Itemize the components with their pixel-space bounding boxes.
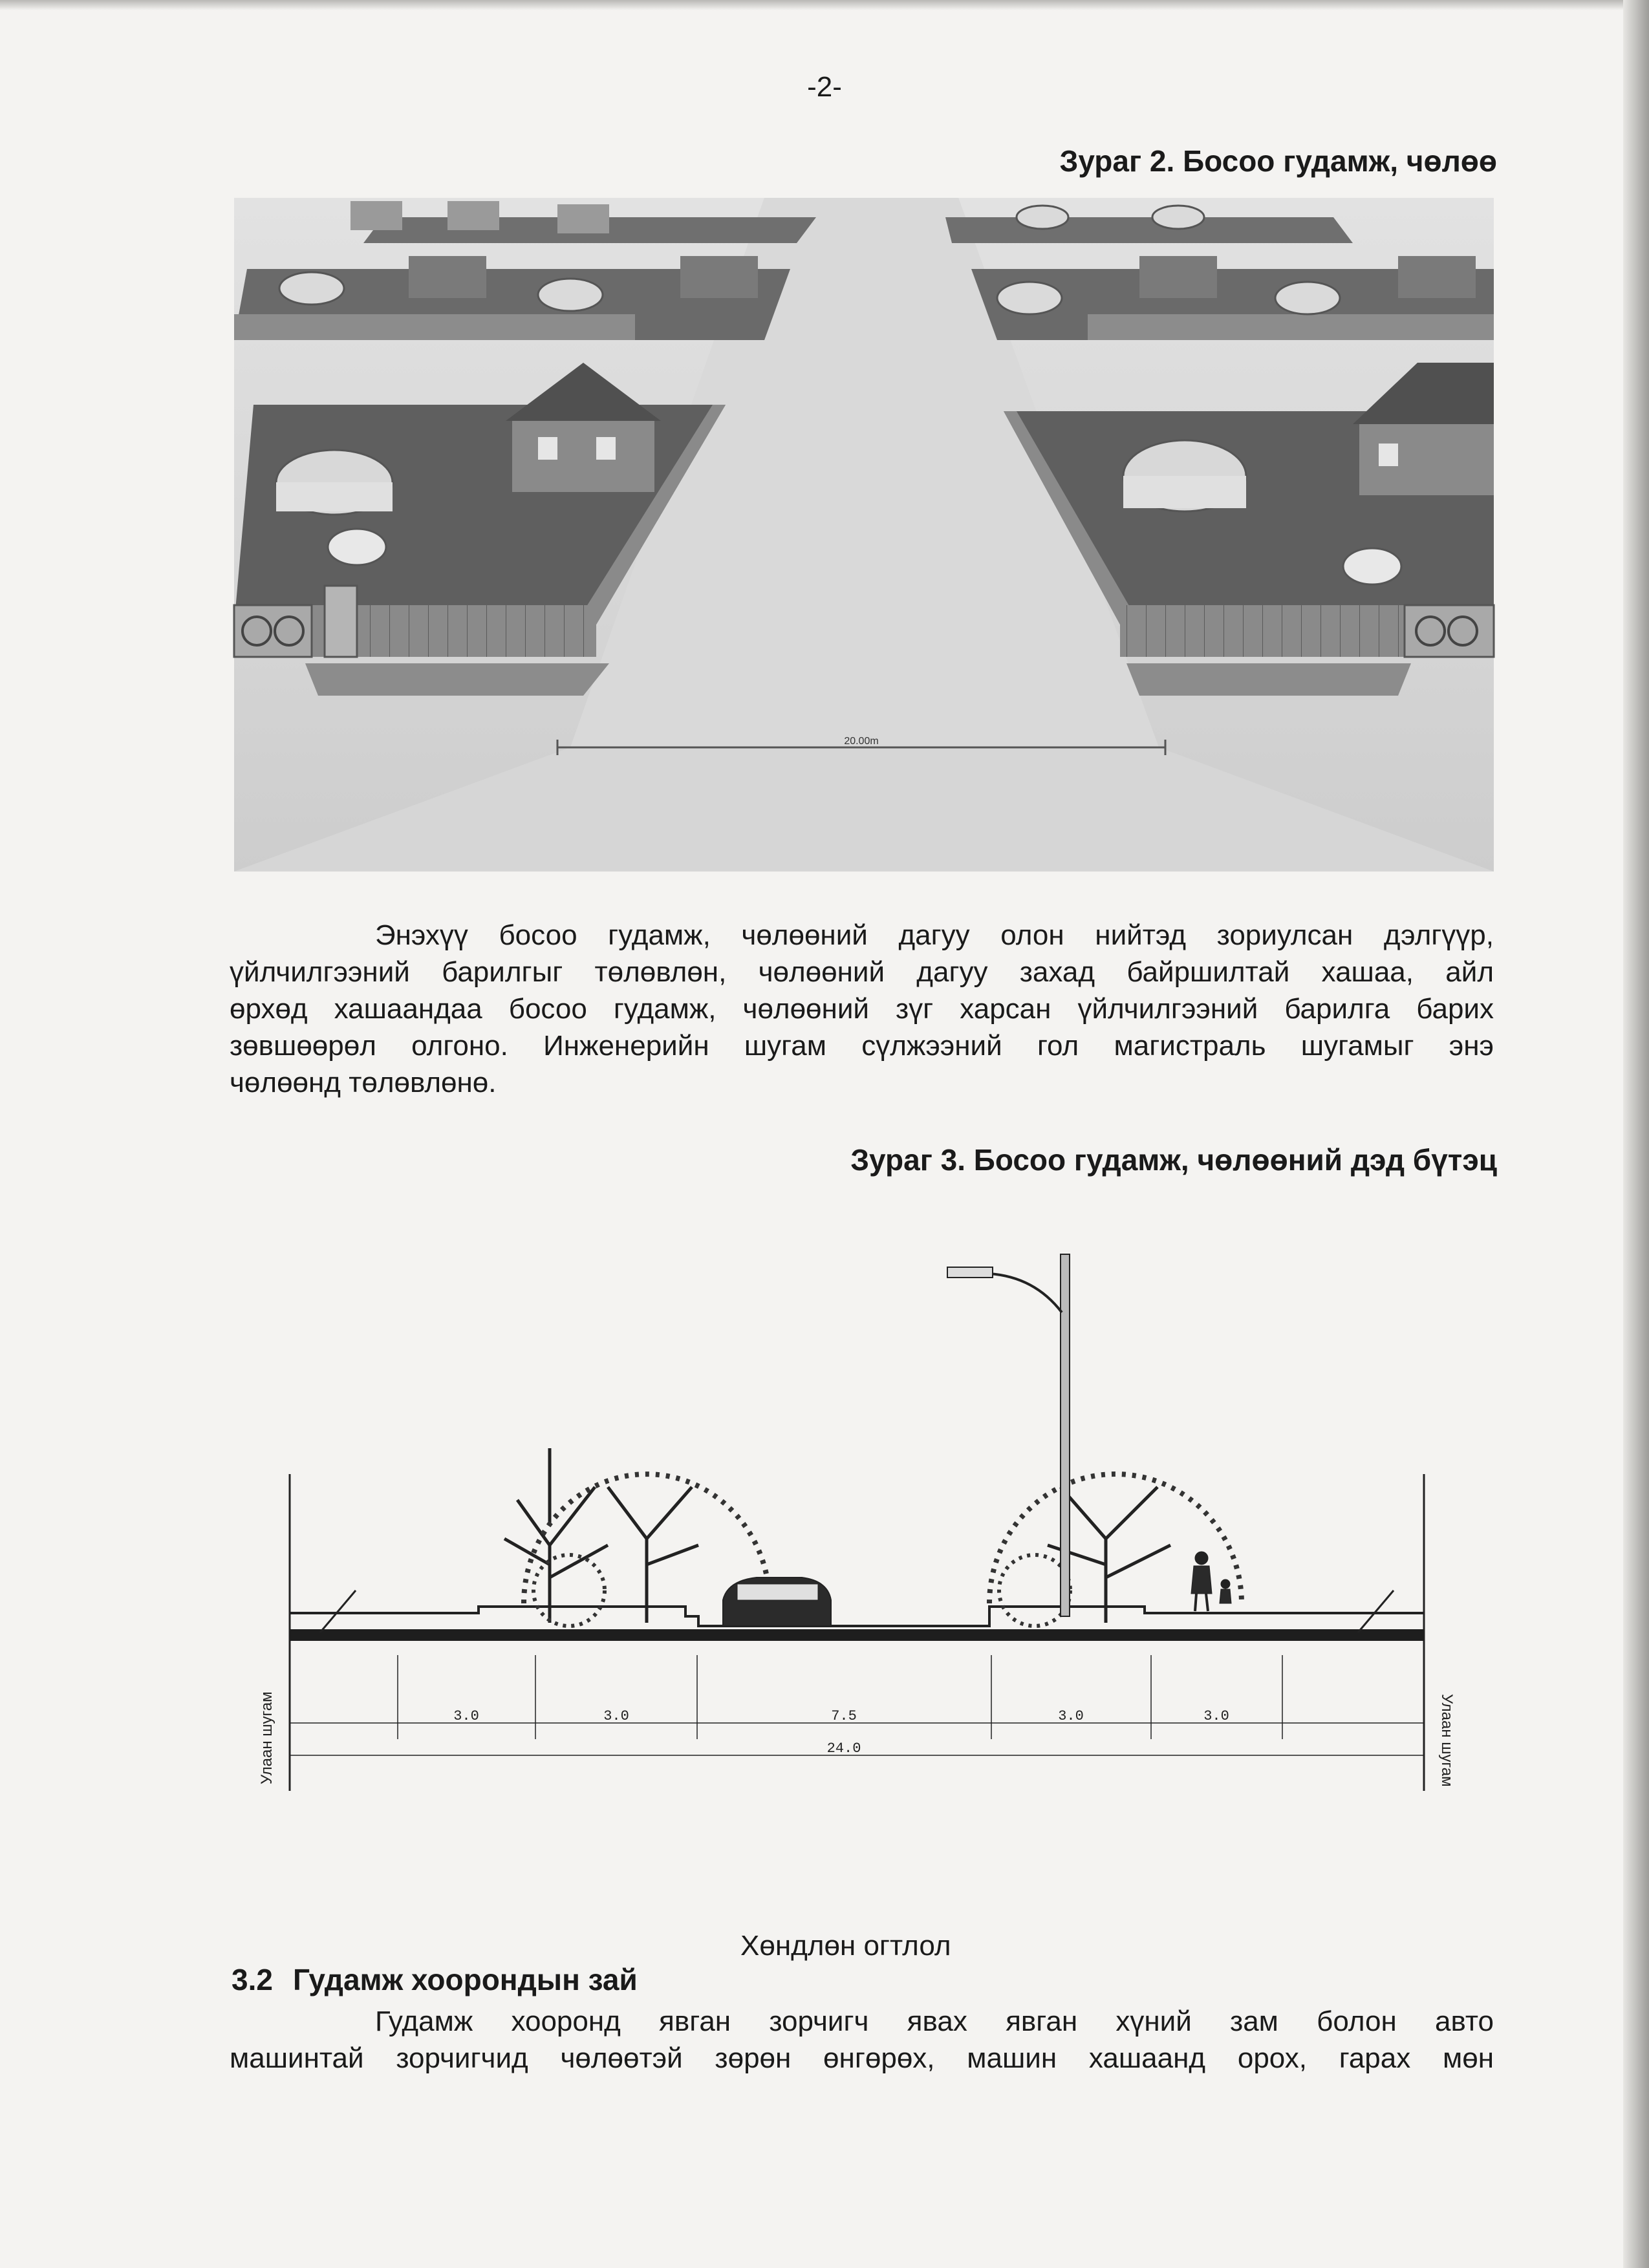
- paragraph-1-line: Энэхүү босоо гудамж, чөлөөний дагуу олон нийтэд зориулсан дэлгүүр,: [375, 919, 1494, 951]
- paragraph-2: [230, 2003, 1494, 2077]
- scan-top-edge: [0, 0, 1649, 10]
- right-tree: [989, 1474, 1242, 1626]
- paragraph-2-line: Гудамж хооронд явган зорчигч явах явган хүний зам болон авто: [375, 2006, 1494, 2037]
- figure-2-caption: Зураг 2. Босоо гудамж, чөлөө: [1059, 144, 1497, 178]
- figure-3-caption: Зураг 3. Босоо гудамж, чөлөөний дэд бүтэц: [850, 1143, 1497, 1177]
- section-heading: [232, 1962, 638, 1997]
- figure-3-bottom-caption: Хөндлөн огтлол: [740, 1930, 951, 1962]
- figure-2-street-rendering: [234, 198, 1494, 872]
- page-number: -2-: [807, 71, 842, 103]
- pedestrians: [1191, 1552, 1231, 1611]
- dimension-label: 20.00m: [844, 736, 879, 747]
- paragraph-1-line: өрхөд хашаандаа босоо гудамж, чөлөөний зүг харсан үйлчилгээний барилга барих: [230, 993, 1494, 1025]
- segment-label: 3.0: [603, 1708, 629, 1724]
- section-title: Гудамж хоорондын зай: [293, 1963, 638, 1996]
- segment-label: 3.0: [453, 1708, 479, 1724]
- segment-label: 3.0: [1058, 1708, 1084, 1724]
- car: [723, 1578, 831, 1626]
- paragraph-1-line: зөвшөөрөл олгоно. Инженерийн шугам сүлжээний гол магистраль шугамыг энэ: [230, 1030, 1494, 1062]
- right-red-line-label: Улаан шугам: [1438, 1694, 1456, 1787]
- paragraph-2-line: машинтай зорчигчид чөлөөтэй зөрөн өнгөрөх, машин хашаанд орох, гарах мөн: [230, 2042, 1494, 2074]
- section-number: 3.2: [232, 1963, 273, 1996]
- figure-3-cross-section: [246, 1241, 1456, 1810]
- scan-right-edge: [1623, 0, 1649, 2268]
- street-lamp: [947, 1254, 1070, 1616]
- segment-label: 7.5: [831, 1708, 857, 1724]
- left-red-line-label: Улаан шугам: [258, 1691, 275, 1784]
- paragraph-1-line: үйлчилгээний барилгыг төлөвлөн, чөлөөний дагуу захад байршилтай хашаа, айл: [230, 956, 1494, 988]
- paragraph-1-line: чөлөөнд төлөвлөнө.: [230, 1067, 497, 1098]
- total-label: 24.0: [826, 1740, 861, 1757]
- segment-label: 3.0: [1203, 1708, 1229, 1724]
- ground-profile: [290, 1607, 1424, 1626]
- paragraph-1: [230, 917, 1494, 1101]
